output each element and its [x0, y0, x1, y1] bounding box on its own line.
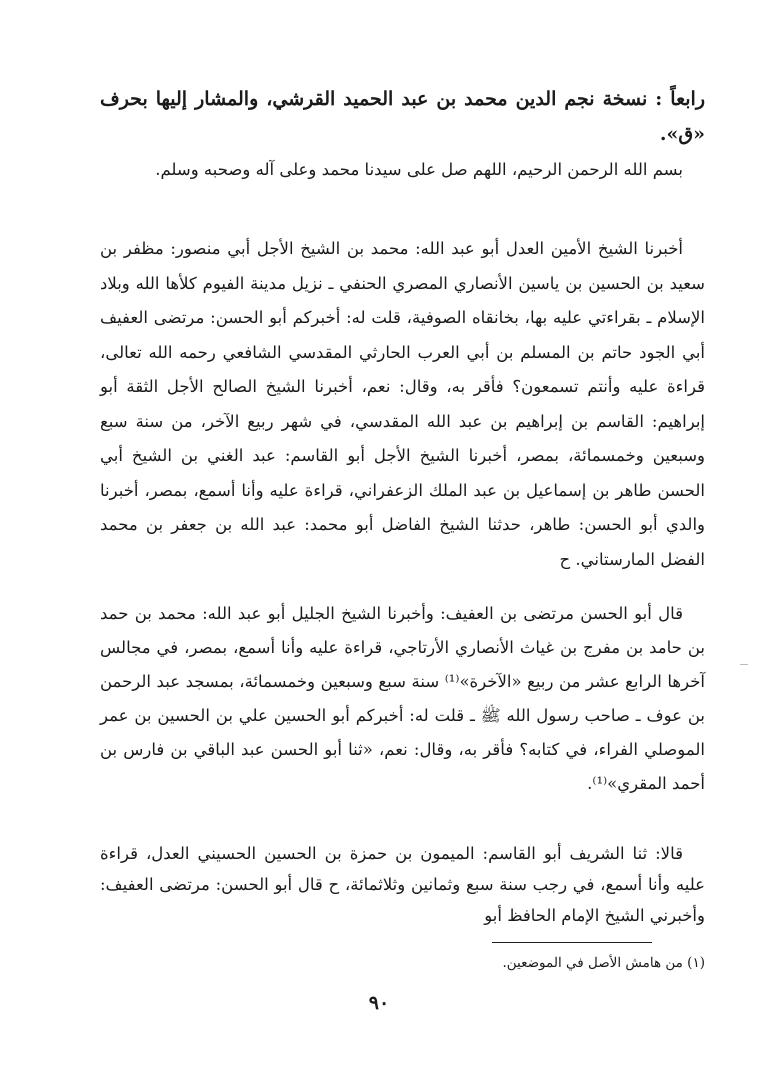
basmala-paragraph: بسم الله الرحمن الرحيم، اللهم صل على سيدنا محمد وعلى آله وصحبه وسلم.: [155, 160, 683, 179]
section-heading: رابعاً : نسخة نجم الدين محمد بن عبد الحميد القرشي، والمشار إليها بحرف «ق».: [100, 88, 705, 145]
scan-margin-mark: [740, 664, 748, 665]
isnad-paragraph-3: قالا: ثنا الشريف أبو القاسم: الميمون بن حمزة بن الحسين الحسيني العدل، قراءة عليه وأنا أسمع، في رجب سنة سبع وثمانين وثلاثمائة، ح قال أبو الحسن: مرتضى العفيف: وأخبرني الشيخ الإمام الحافظ أبو: [100, 844, 705, 925]
footnote-divider: [492, 942, 652, 943]
footnote: (١) من هامش الأصل في الموضعين.: [502, 955, 705, 971]
page-number: ٩٠: [368, 992, 390, 1014]
isnad-paragraph-2: قال أبو الحسن مرتضى بن العفيف: وأخبرنا الشيخ الجليل أبو عبد الله: محمد بن حمد بن حامد بن مفرج بن غياث الأنصاري الأرتاجي، قراءة عليه وأنا أسمع، بمصر، في مجالس آخرها الرابع عشر من ربيع «الآخرة»⁽¹⁾ سنة سبع وسبعين وخمسمائة، بمسجد عبد الرحمن بن عوف ـ صاحب رسول الله ﷺ ـ قلت له: أخبركم أبو الحسين علي بن الحسين بن عمر الموصلي الفراء، في كتابه؟ فأقر به، وقال: نعم، «ثنا أبو الحسن عبد الباقي بن فارس بن أحمد المقري»⁽¹⁾.: [100, 604, 705, 793]
isnad-paragraph-1: أخبرنا الشيخ الأمين العدل أبو عبد الله: محمد بن الشيخ الأجل أبي منصور: مظفر بن سعيد بن الحسين بن ياسين الأنصاري المصري الحنفي ـ نزيل مدينة الفيوم كلأها الله وبلاد الإسلام ـ بقراءتي عليه بها، بخانقاه الصوفية، قلت له: أخبركم أبو الحسن: مرتضى العفيف أبي الجود حاتم بن المسلم بن أبي العرب الحارثي المقدسي الشافعي رحمه الله تعالى، قراءة عليه وأنتم تسمعون؟ فأقر به، وقال: نعم، أخبرنا الشيخ الصالح الأجل الثقة أبو إبراهيم: القاسم بن إبراهيم بن عبد الله المقدسي، في شهر ربيع الآخر، من سنة سبع وسبعين وخمسمائة، بمصر، أخبرنا الشيخ الأجل أبو القاسم: عبد الغني بن الشيخ أبي الحسن طاهر بن إسماعيل بن عبد الملك الزعفراني، قراءة عليه وأنا أسمع، بمصر، أخبرنا والدي أبو الحسن: طاهر، حدثنا الشيخ الفاضل أبو محمد: عبد الله بن جعفر بن محمد الفضل المارستاني. ح: [100, 239, 705, 569]
